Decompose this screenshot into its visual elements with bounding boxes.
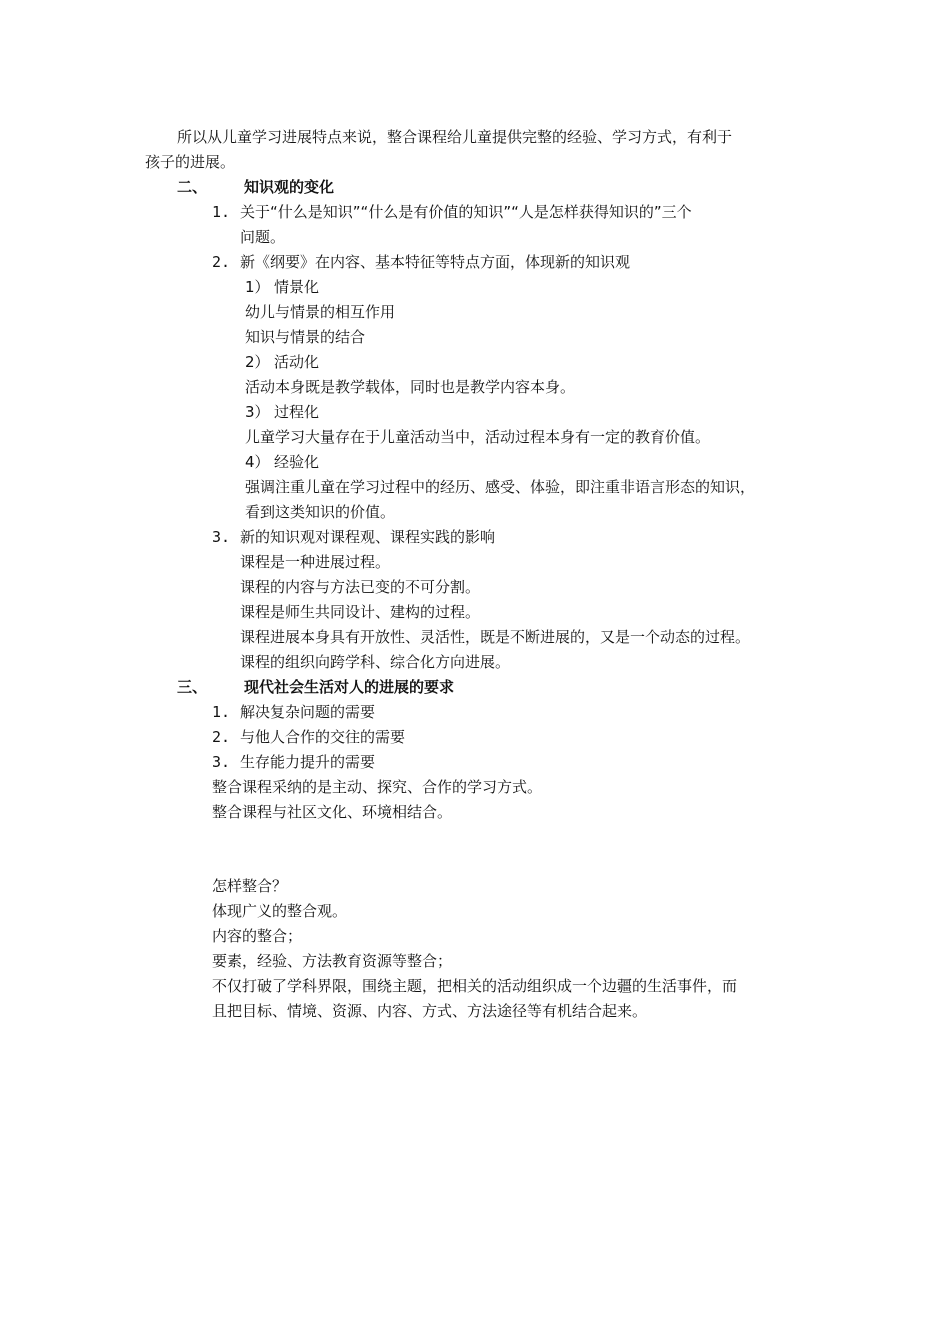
item-text: 与他人合作的交往的需要 <box>240 728 406 746</box>
item-text: 解决复杂问题的需要 <box>240 703 376 721</box>
item-text: 生存能力提升的需要 <box>240 753 376 771</box>
paragraph-line: 且把目标、情境、资源、内容、方式、方法途径等有机结合起来。 <box>212 1002 648 1020</box>
paragraph-line: 不仅打破了学科界限，围绕主题，把相关的活动组织成一个边疆的生活事件，而 <box>212 977 738 995</box>
item-number: 1. <box>212 203 231 221</box>
subitem-title: 过程化 <box>274 403 320 421</box>
subitem-title: 情景化 <box>274 278 320 296</box>
item-text: 新《纲要》在内容、基本特征等特点方面，体现新的知识观 <box>240 253 631 271</box>
item-number: 3. <box>212 528 231 546</box>
item-number: 2. <box>212 728 231 746</box>
item-number: 3. <box>212 753 231 771</box>
subitem-line: 看到这类知识的价值。 <box>245 503 396 521</box>
subitem-line: 幼儿与情景的相互作用 <box>245 303 396 321</box>
subitem-line: 儿童学习大量存在于儿童活动当中，活动过程本身有一定的教育价值。 <box>245 428 711 446</box>
item-text: 新的知识观对课程观、课程实践的影响 <box>240 528 496 546</box>
paragraph-line: 整合课程与社区文化、环境相结合。 <box>212 803 453 821</box>
paragraph-line: 内容的整合； <box>212 927 303 945</box>
section-heading: 现代社会生活对人的进展的要求 <box>244 678 455 696</box>
subitem-number: 2） <box>245 353 270 371</box>
item-line: 课程进展本身具有开放性、灵活性，既是不断进展的，又是一个动态的过程。 <box>240 628 751 646</box>
subitem-line: 强调注重儿童在学习过程中的经历、感受、体验，即注重非语言形态的知识， <box>245 478 756 496</box>
item-line: 课程的内容与方法已变的不可分割。 <box>240 578 481 596</box>
item-line: 课程的组织向跨学科、综合化方向进展。 <box>240 653 511 671</box>
paragraph-line: 体现广义的整合观。 <box>212 902 348 920</box>
intro-line: 孩子的进展。 <box>145 153 236 171</box>
subitem-line: 知识与情景的结合 <box>245 328 366 346</box>
subitem-title: 活动化 <box>274 353 320 371</box>
item-text: 关于“什么是知识”“什么是有价值的知识”“人是怎样获得知识的”三个 <box>240 203 692 221</box>
subitem-title: 经验化 <box>274 453 320 471</box>
paragraph-line: 要素，经验、方法教育资源等整合； <box>212 952 453 970</box>
section-number: 三、 <box>177 678 208 696</box>
intro-line: 所以从儿童学习进展特点来说，整合课程给儿童提供完整的经验、学习方式，有利于 <box>177 128 733 146</box>
item-text: 问题。 <box>240 228 286 246</box>
subitem-number: 3） <box>245 403 270 421</box>
subitem-number: 1） <box>245 278 270 296</box>
item-number: 2. <box>212 253 231 271</box>
item-line: 课程是一种进展过程。 <box>240 553 391 571</box>
subitem-number: 4） <box>245 453 270 471</box>
item-line: 课程是师生共同设计、建构的过程。 <box>240 603 481 621</box>
item-number: 1. <box>212 703 231 721</box>
section-number: 二、 <box>177 178 208 196</box>
paragraph-line: 整合课程采纳的是主动、探究、合作的学习方式。 <box>212 778 543 796</box>
section-heading: 知识观的变化 <box>244 178 335 196</box>
subitem-line: 活动本身既是教学载体，同时也是教学内容本身。 <box>245 378 576 396</box>
paragraph-line: 怎样整合？ <box>212 877 288 895</box>
